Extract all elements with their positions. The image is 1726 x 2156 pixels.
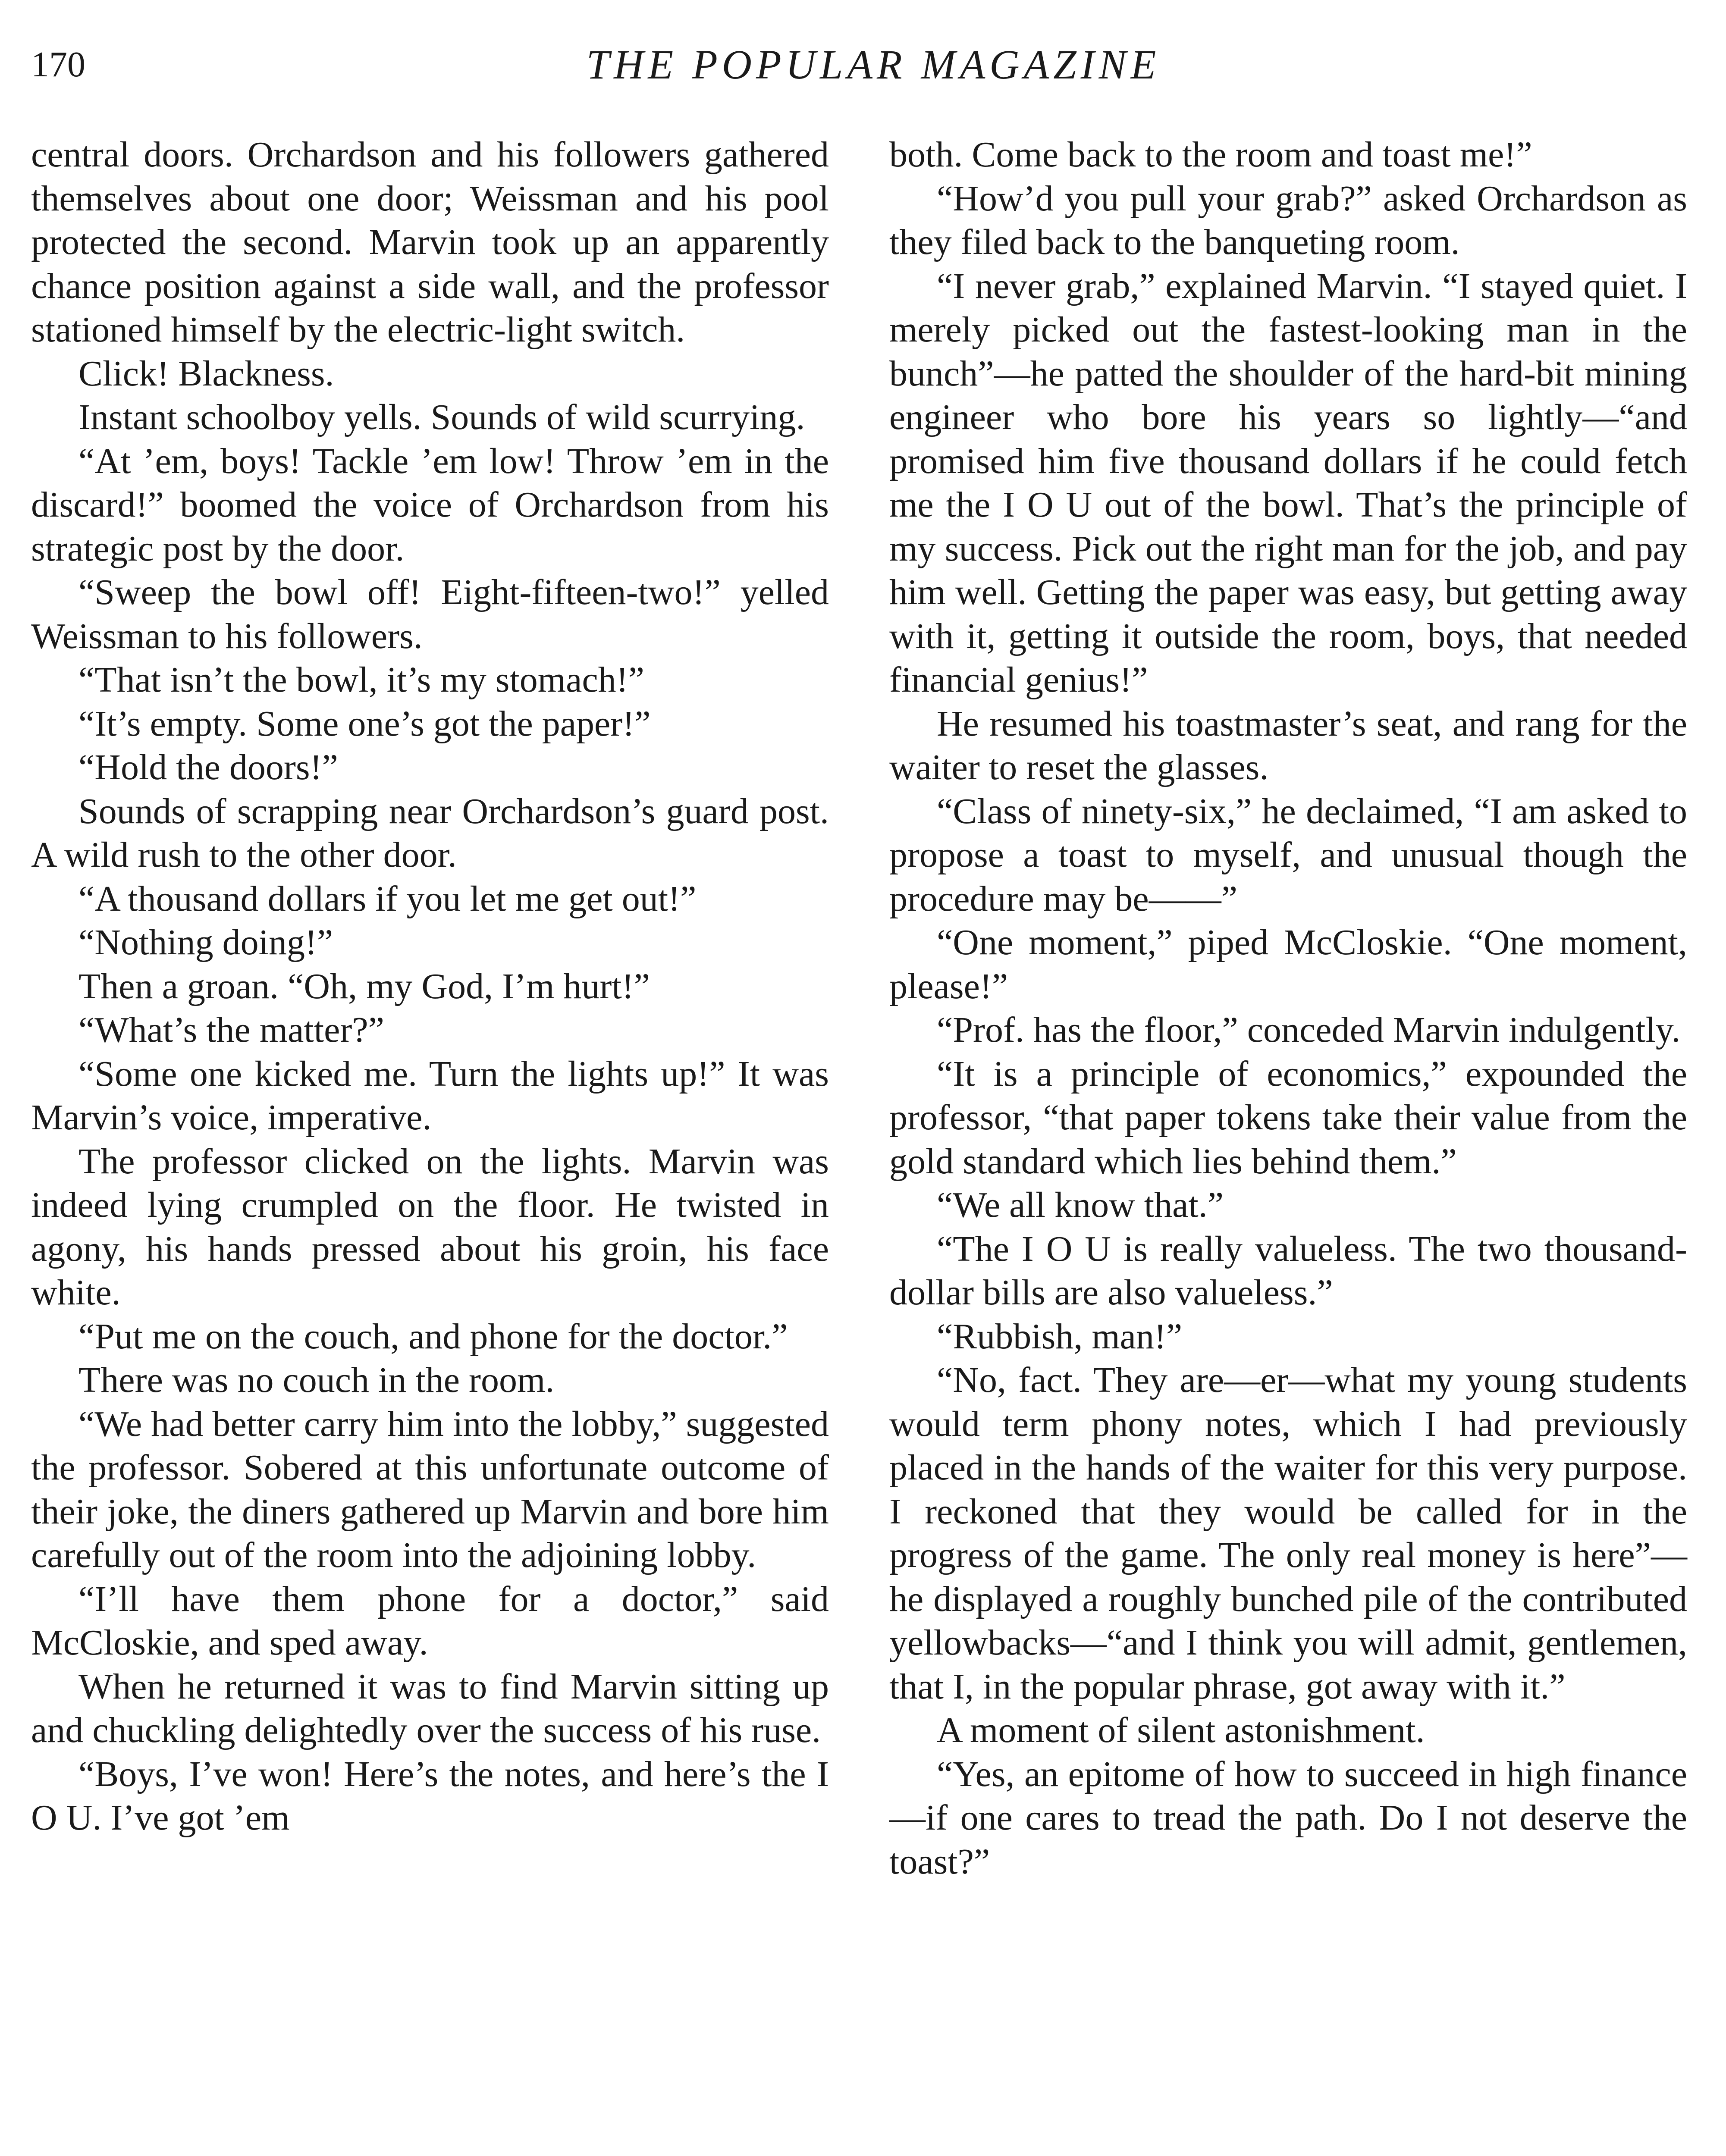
paragraph: “Nothing doing!” <box>78 922 333 962</box>
paragraph: “Yes, an epitome of how to succeed in high finance—if one cares to tread the path. Do I not deserve the toast?” <box>889 1754 1687 1882</box>
paragraph: “Boys, I’ve won! Here’s the notes, and here’s the I O U. I’ve got ’em <box>31 1754 829 1838</box>
paragraph: “The I O U is really valueless. The two thousand-dollar bills are also valueless.” <box>889 1228 1687 1313</box>
paragraph: Click! Blackness. <box>78 353 334 394</box>
paragraph: “How’d you pull your grab?” asked Orchardson as they filed back to the banqueting room. <box>889 178 1687 262</box>
paragraph: “Rubbish, man!” <box>937 1316 1183 1357</box>
paragraph: When he returned it was to find Marvin sitting up and chuckling delightedly over the success of his ruse. <box>31 1666 829 1750</box>
paragraph: “I’ll have them phone for a doctor,” said McCloskie, and sped away. <box>31 1579 829 1663</box>
paragraph: There was no couch in the room. <box>78 1360 555 1400</box>
paragraph: Sounds of scrapping near Orchardson’s guard post. A wild rush to the other door. <box>31 791 829 875</box>
paragraph: “Prof. has the floor,” conceded Marvin indulgently. <box>937 1010 1681 1050</box>
paragraph: “At ’em, boys! Tackle ’em low! Throw ’em in the discard!” boomed the voice of Orchardson from his strategic post by the door. <box>31 441 829 569</box>
left-column <box>31 133 829 1840</box>
page-number: 170 <box>31 44 85 85</box>
paragraph: “I never grab,” explained Marvin. “I stayed quiet. I merely picked out the fastest-looking man in the bunch”—he patted the shoulder of the hard-bit mining engineer who bore his years so lightly—“and promised him five thousand dollars if he could fetch me the I O U out of the bowl. That’s the principle of my success. Pick out the right man for the job, and pay him well. Getting the paper was easy, but getting away with it, getting it outside the room, boys, that needed financial genius!” <box>889 266 1687 700</box>
paragraph: Instant schoolboy yells. Sounds of wild scurrying. <box>78 397 805 437</box>
paragraph: “It’s empty. Some one’s got the paper!” <box>78 703 651 744</box>
paragraph: “One moment,” piped McCloskie. “One moment, please!” <box>889 922 1687 1006</box>
paragraph: “What’s the matter?” <box>78 1010 384 1050</box>
paragraph: He resumed his toastmaster’s seat, and rang for the waiter to reset the glasses. <box>889 703 1687 787</box>
paragraph: “Some one kicked me. Turn the lights up!” It was Marvin’s voice, imperative. <box>31 1053 829 1138</box>
paragraph: “A thousand dollars if you let me get out!” <box>78 878 697 919</box>
paragraph: central doors. Orchardson and his followers gathered themselves about one door; Weissman and his pool protected the second. Marvin took up an apparently chance position against a side wall, and the professor stationed himself by the electric-light switch. <box>31 135 829 350</box>
paragraph: “We had better carry him into the lobby,” suggested the professor. Sobered at this unfortunate outcome of their joke, the diners gathered up Marvin and bore him carefully out of the room into the adjoining lobby. <box>31 1404 829 1575</box>
paragraph: “Hold the doors!” <box>78 747 338 787</box>
paragraph: The professor clicked on the lights. Marvin was indeed lying crumpled on the floor. He twisted in agony, his hands pressed about his groin, his face white. <box>31 1141 829 1313</box>
paragraph: “Put me on the couch, and phone for the doctor.” <box>78 1316 788 1357</box>
paragraph: “We all know that.” <box>937 1185 1224 1225</box>
paragraph: “It is a principle of economics,” expounded the professor, “that paper tokens take their value from the gold standard which lies behind them.” <box>889 1053 1687 1181</box>
paragraph: “No, fact. They are—er—what my young students would term phony notes, which I had previously placed in the hands of the waiter for this very purpose. I reckoned that they would be called for in the progress of the game. The only real money is here”—he displayed a roughly bunched pile of the contributed yellowbacks—“and I think you will admit, gentlemen, that I, in the popular phrase, got away with it.” <box>889 1360 1687 1707</box>
right-column <box>889 133 1687 1883</box>
paragraph: both. Come back to the room and toast me!” <box>889 135 1532 175</box>
paragraph: “Class of ninety-six,” he declaimed, “I am asked to propose a toast to myself, and unusual though the procedure may be——” <box>889 791 1687 919</box>
magazine-title: THE POPULAR MAGAZINE <box>586 41 1161 88</box>
paragraph: A moment of silent astonishment. <box>937 1710 1425 1750</box>
paragraph: Then a groan. “Oh, my God, I’m hurt!” <box>78 966 650 1006</box>
paragraph: “Sweep the bowl off! Eight-fifteen-two!” yelled Weissman to his followers. <box>31 572 829 656</box>
paragraph: “That isn’t the bowl, it’s my stomach!” <box>78 660 644 700</box>
